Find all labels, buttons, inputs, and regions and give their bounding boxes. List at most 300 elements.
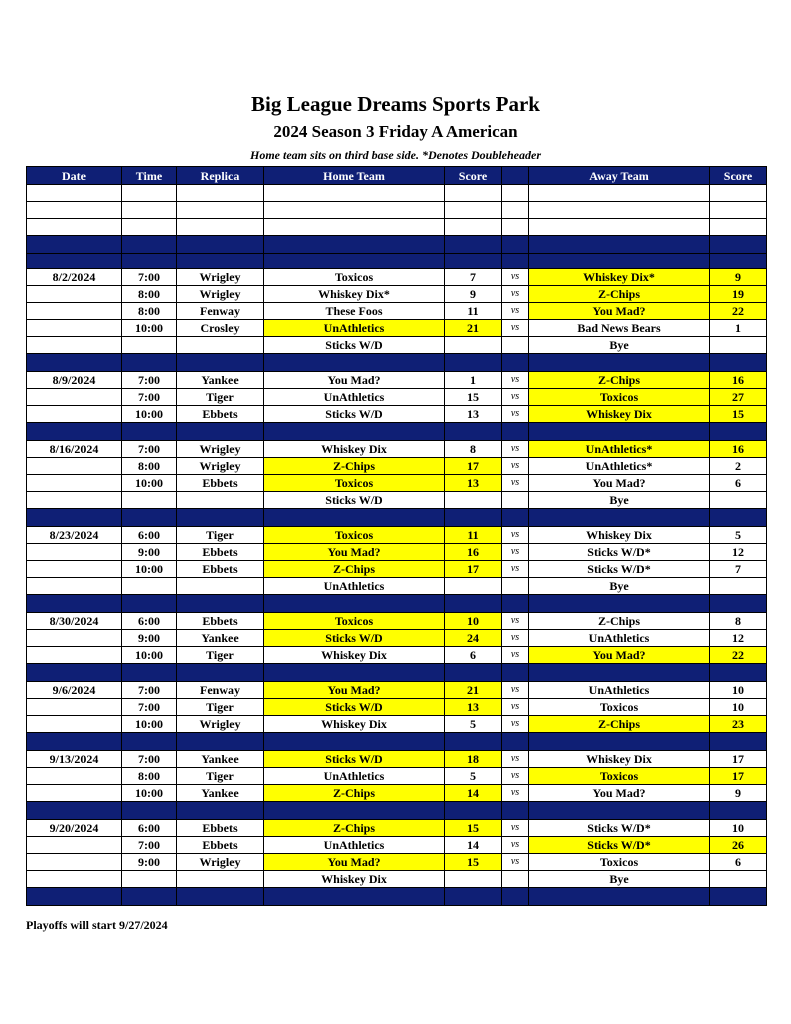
away-team: UnAthletics*	[529, 441, 710, 458]
schedule-note: Home team sits on third base side. *Denotes Doubleheader	[250, 148, 541, 162]
divider-cell	[264, 254, 445, 269]
home-score: 13	[445, 475, 502, 492]
divider-cell	[529, 888, 710, 906]
away-score: 9	[710, 785, 767, 802]
home-score: 1	[445, 372, 502, 389]
divider-cell	[27, 664, 122, 682]
home-score	[445, 871, 502, 888]
game-replica: Tiger	[177, 699, 264, 716]
game-time: 10:00	[122, 647, 177, 664]
game-row	[27, 527, 767, 544]
game-time: 9:00	[122, 544, 177, 561]
game-time: 7:00	[122, 699, 177, 716]
game-time: 7:00	[122, 751, 177, 768]
empty-cell	[445, 185, 502, 202]
home-team: Toxicos	[264, 269, 445, 286]
game-time: 9:00	[122, 630, 177, 647]
bye-row	[27, 578, 767, 595]
away-team: Z-Chips	[529, 716, 710, 733]
divider-cell	[710, 802, 767, 820]
home-team: Whiskey Dix	[264, 441, 445, 458]
away-score: 10	[710, 682, 767, 699]
away-score: 10	[710, 699, 767, 716]
empty-row	[27, 219, 767, 236]
game-date	[27, 492, 122, 509]
game-row	[27, 441, 767, 458]
away-team: Z-Chips	[529, 613, 710, 630]
vs-label: vs	[502, 647, 529, 664]
game-replica: Ebbets	[177, 613, 264, 630]
divider-cell	[445, 888, 502, 906]
game-replica	[177, 492, 264, 509]
vs-label: vs	[502, 320, 529, 337]
home-team: Whiskey Dix*	[264, 286, 445, 303]
vs-label: vs	[502, 613, 529, 630]
divider-cell	[264, 664, 445, 682]
divider-cell	[264, 733, 445, 751]
divider-cell	[264, 802, 445, 820]
empty-cell	[122, 185, 177, 202]
vs-label: vs	[502, 854, 529, 871]
away-score: 19	[710, 286, 767, 303]
game-replica: Tiger	[177, 768, 264, 785]
home-team: UnAthletics	[264, 578, 445, 595]
away-score	[710, 337, 767, 354]
game-date: 8/9/2024	[27, 372, 122, 389]
away-team: Whiskey Dix	[529, 406, 710, 423]
divider-cell	[502, 509, 529, 527]
away-team: Sticks W/D*	[529, 561, 710, 578]
vs-label: vs	[502, 837, 529, 854]
game-replica: Tiger	[177, 389, 264, 406]
away-team: You Mad?	[529, 647, 710, 664]
away-team: Whiskey Dix	[529, 527, 710, 544]
away-score	[710, 578, 767, 595]
game-date	[27, 320, 122, 337]
empty-cell	[529, 219, 710, 236]
vs-label: vs	[502, 269, 529, 286]
divider-cell	[177, 733, 264, 751]
game-time: 6:00	[122, 613, 177, 630]
game-time	[122, 578, 177, 595]
game-date	[27, 785, 122, 802]
game-row	[27, 647, 767, 664]
game-date	[27, 389, 122, 406]
bye-row	[27, 492, 767, 509]
col-header-replica: Replica	[177, 167, 264, 185]
divider-cell	[27, 595, 122, 613]
game-replica: Tiger	[177, 527, 264, 544]
game-date	[27, 475, 122, 492]
divider-cell	[502, 733, 529, 751]
divider-cell	[177, 802, 264, 820]
empty-cell	[264, 202, 445, 219]
game-time	[122, 337, 177, 354]
away-score: 17	[710, 768, 767, 785]
divider-cell	[445, 509, 502, 527]
game-replica: Fenway	[177, 682, 264, 699]
divider-cell	[27, 254, 122, 269]
divider-cell	[445, 354, 502, 372]
home-team: Sticks W/D	[264, 337, 445, 354]
away-team: Toxicos	[529, 699, 710, 716]
away-team: Toxicos	[529, 389, 710, 406]
divider-cell	[122, 888, 177, 906]
vs-label: vs	[502, 699, 529, 716]
game-time	[122, 871, 177, 888]
empty-cell	[122, 219, 177, 236]
divider-cell	[445, 254, 502, 269]
home-score: 10	[445, 613, 502, 630]
home-score: 9	[445, 286, 502, 303]
game-replica: Yankee	[177, 372, 264, 389]
game-replica: Wrigley	[177, 716, 264, 733]
home-team: UnAthletics	[264, 768, 445, 785]
vs-label: vs	[502, 716, 529, 733]
home-score: 6	[445, 647, 502, 664]
col-header-home-team: Home Team	[264, 167, 445, 185]
home-score: 17	[445, 561, 502, 578]
divider-cell	[502, 423, 529, 441]
away-team: Bye	[529, 337, 710, 354]
home-team: Toxicos	[264, 475, 445, 492]
schedule-body	[27, 185, 767, 906]
game-time: 10:00	[122, 320, 177, 337]
divider-row	[27, 354, 767, 372]
divider-row	[27, 888, 767, 906]
vs-label: vs	[502, 441, 529, 458]
col-header-away-team: Away Team	[529, 167, 710, 185]
col-header-home-score: Score	[445, 167, 502, 185]
game-replica: Yankee	[177, 630, 264, 647]
divider-cell	[710, 888, 767, 906]
vs-label: vs	[502, 527, 529, 544]
game-time: 7:00	[122, 372, 177, 389]
home-score: 15	[445, 854, 502, 871]
divider-cell	[445, 664, 502, 682]
game-replica: Wrigley	[177, 458, 264, 475]
home-score: 13	[445, 406, 502, 423]
empty-cell	[177, 219, 264, 236]
empty-cell	[264, 185, 445, 202]
game-replica: Wrigley	[177, 269, 264, 286]
game-time: 10:00	[122, 475, 177, 492]
divider-cell	[529, 236, 710, 254]
empty-cell	[529, 202, 710, 219]
home-score: 15	[445, 389, 502, 406]
home-team: These Foos	[264, 303, 445, 320]
home-score: 7	[445, 269, 502, 286]
home-team: Toxicos	[264, 613, 445, 630]
home-score: 11	[445, 303, 502, 320]
divider-cell	[122, 733, 177, 751]
empty-cell	[710, 219, 767, 236]
game-time: 10:00	[122, 406, 177, 423]
divider-cell	[710, 664, 767, 682]
home-score	[445, 492, 502, 509]
home-score: 18	[445, 751, 502, 768]
home-team: Whiskey Dix	[264, 716, 445, 733]
game-time: 7:00	[122, 269, 177, 286]
game-row	[27, 785, 767, 802]
away-score: 8	[710, 613, 767, 630]
away-team: UnAthletics	[529, 630, 710, 647]
divider-row	[27, 509, 767, 527]
away-team: UnAthletics*	[529, 458, 710, 475]
game-row	[27, 751, 767, 768]
vs-label	[502, 492, 529, 509]
away-team: Bye	[529, 871, 710, 888]
away-score: 22	[710, 303, 767, 320]
divider-row	[27, 595, 767, 613]
game-date: 8/30/2024	[27, 613, 122, 630]
divider-cell	[177, 423, 264, 441]
home-team: Z-Chips	[264, 458, 445, 475]
home-team: Z-Chips	[264, 820, 445, 837]
away-team: Whiskey Dix*	[529, 269, 710, 286]
empty-cell	[502, 202, 529, 219]
divider-cell	[122, 664, 177, 682]
game-time: 7:00	[122, 837, 177, 854]
vs-label: vs	[502, 286, 529, 303]
game-row	[27, 544, 767, 561]
divider-cell	[445, 423, 502, 441]
vs-label: vs	[502, 682, 529, 699]
divider-cell	[529, 254, 710, 269]
vs-label	[502, 871, 529, 888]
game-date	[27, 303, 122, 320]
game-date	[27, 699, 122, 716]
divider-row	[27, 236, 767, 254]
col-header-away-score: Score	[710, 167, 767, 185]
empty-cell	[502, 219, 529, 236]
bye-row	[27, 871, 767, 888]
home-score: 5	[445, 716, 502, 733]
game-row	[27, 854, 767, 871]
divider-cell	[122, 423, 177, 441]
divider-cell	[710, 595, 767, 613]
away-score: 5	[710, 527, 767, 544]
vs-label: vs	[502, 372, 529, 389]
game-replica: Wrigley	[177, 286, 264, 303]
away-score: 10	[710, 820, 767, 837]
empty-row	[27, 202, 767, 219]
home-team: Z-Chips	[264, 561, 445, 578]
game-replica	[177, 871, 264, 888]
away-score: 15	[710, 406, 767, 423]
col-header-vs	[502, 167, 529, 185]
game-row	[27, 682, 767, 699]
away-team: Z-Chips	[529, 286, 710, 303]
game-replica: Ebbets	[177, 544, 264, 561]
home-team: Sticks W/D	[264, 630, 445, 647]
home-team: You Mad?	[264, 372, 445, 389]
away-score: 16	[710, 441, 767, 458]
game-row	[27, 475, 767, 492]
vs-label	[502, 337, 529, 354]
playoffs-note: Playoffs will start 9/27/2024	[26, 918, 168, 932]
vs-label: vs	[502, 544, 529, 561]
divider-cell	[445, 802, 502, 820]
divider-cell	[27, 802, 122, 820]
divider-cell	[529, 423, 710, 441]
vs-label: vs	[502, 561, 529, 578]
away-team: Sticks W/D*	[529, 837, 710, 854]
game-date	[27, 286, 122, 303]
game-row	[27, 458, 767, 475]
home-score: 21	[445, 682, 502, 699]
game-time	[122, 492, 177, 509]
game-time: 8:00	[122, 286, 177, 303]
game-replica	[177, 337, 264, 354]
away-team: Whiskey Dix	[529, 751, 710, 768]
game-row	[27, 269, 767, 286]
vs-label: vs	[502, 389, 529, 406]
game-date: 8/2/2024	[27, 269, 122, 286]
divider-cell	[502, 888, 529, 906]
game-date	[27, 647, 122, 664]
divider-cell	[27, 423, 122, 441]
away-score: 12	[710, 630, 767, 647]
away-team: Bye	[529, 578, 710, 595]
divider-row	[27, 733, 767, 751]
empty-cell	[710, 202, 767, 219]
divider-cell	[177, 354, 264, 372]
divider-cell	[122, 254, 177, 269]
divider-cell	[122, 595, 177, 613]
game-date	[27, 716, 122, 733]
empty-cell	[502, 185, 529, 202]
away-team: You Mad?	[529, 303, 710, 320]
vs-label: vs	[502, 458, 529, 475]
away-score: 27	[710, 389, 767, 406]
game-row	[27, 372, 767, 389]
game-time: 6:00	[122, 820, 177, 837]
empty-cell	[710, 185, 767, 202]
home-team: You Mad?	[264, 544, 445, 561]
divider-cell	[177, 236, 264, 254]
game-row	[27, 768, 767, 785]
divider-cell	[27, 733, 122, 751]
away-score	[710, 871, 767, 888]
divider-cell	[264, 354, 445, 372]
divider-cell	[27, 888, 122, 906]
game-row	[27, 320, 767, 337]
vs-label: vs	[502, 751, 529, 768]
divider-cell	[529, 354, 710, 372]
away-score	[710, 492, 767, 509]
home-score: 14	[445, 785, 502, 802]
home-score: 14	[445, 837, 502, 854]
game-date	[27, 337, 122, 354]
bye-row	[27, 337, 767, 354]
game-replica: Fenway	[177, 303, 264, 320]
home-score: 17	[445, 458, 502, 475]
divider-cell	[529, 664, 710, 682]
divider-cell	[529, 509, 710, 527]
divider-cell	[264, 423, 445, 441]
home-team: UnAthletics	[264, 389, 445, 406]
home-team: UnAthletics	[264, 320, 445, 337]
game-date: 9/6/2024	[27, 682, 122, 699]
divider-cell	[529, 595, 710, 613]
game-time: 7:00	[122, 441, 177, 458]
divider-cell	[27, 354, 122, 372]
away-team: Toxicos	[529, 854, 710, 871]
game-date: 9/20/2024	[27, 820, 122, 837]
away-team: You Mad?	[529, 475, 710, 492]
away-score: 16	[710, 372, 767, 389]
home-team: Whiskey Dix	[264, 647, 445, 664]
game-date: 8/16/2024	[27, 441, 122, 458]
game-row	[27, 716, 767, 733]
divider-cell	[177, 664, 264, 682]
away-score: 26	[710, 837, 767, 854]
away-score: 17	[710, 751, 767, 768]
game-time: 10:00	[122, 716, 177, 733]
home-team: You Mad?	[264, 682, 445, 699]
away-score: 1	[710, 320, 767, 337]
divider-cell	[710, 509, 767, 527]
divider-cell	[122, 802, 177, 820]
game-replica: Ebbets	[177, 820, 264, 837]
page-title: Big League Dreams Sports Park	[251, 92, 540, 116]
vs-label: vs	[502, 303, 529, 320]
game-date: 9/13/2024	[27, 751, 122, 768]
empty-cell	[27, 202, 122, 219]
schedule-table	[26, 166, 767, 906]
empty-cell	[529, 185, 710, 202]
home-team: Whiskey Dix	[264, 871, 445, 888]
divider-cell	[445, 595, 502, 613]
game-row	[27, 820, 767, 837]
game-row	[27, 389, 767, 406]
divider-cell	[177, 509, 264, 527]
home-score: 5	[445, 768, 502, 785]
divider-cell	[264, 509, 445, 527]
empty-cell	[27, 219, 122, 236]
away-team: Bye	[529, 492, 710, 509]
home-score: 13	[445, 699, 502, 716]
game-date	[27, 837, 122, 854]
vs-label: vs	[502, 406, 529, 423]
vs-label: vs	[502, 630, 529, 647]
divider-cell	[264, 888, 445, 906]
divider-cell	[710, 733, 767, 751]
divider-cell	[502, 595, 529, 613]
divider-cell	[529, 802, 710, 820]
empty-cell	[122, 202, 177, 219]
page-subtitle: 2024 Season 3 Friday A American	[273, 122, 518, 141]
home-score: 16	[445, 544, 502, 561]
game-time: 6:00	[122, 527, 177, 544]
empty-cell	[445, 202, 502, 219]
away-team: Bad News Bears	[529, 320, 710, 337]
home-team: Z-Chips	[264, 785, 445, 802]
game-time: 9:00	[122, 854, 177, 871]
divider-cell	[710, 423, 767, 441]
game-row	[27, 630, 767, 647]
divider-cell	[27, 509, 122, 527]
divider-cell	[177, 888, 264, 906]
away-score: 6	[710, 475, 767, 492]
divider-cell	[264, 236, 445, 254]
divider-cell	[502, 254, 529, 269]
game-date	[27, 871, 122, 888]
divider-cell	[502, 354, 529, 372]
divider-row	[27, 423, 767, 441]
vs-label	[502, 578, 529, 595]
